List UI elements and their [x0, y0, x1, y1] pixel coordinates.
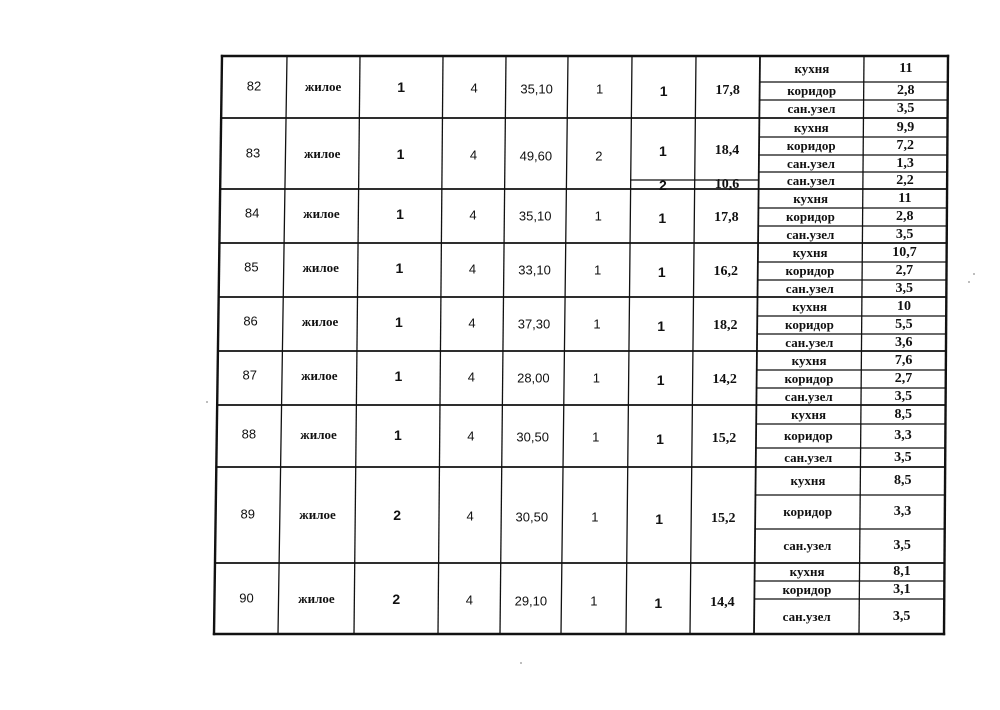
aux-room-name: коридор — [783, 504, 833, 519]
column-line — [500, 56, 506, 634]
room-index: 1 — [658, 210, 667, 226]
rooms-count: 1 — [397, 79, 406, 95]
room-index: 1 — [657, 264, 666, 280]
room-area: 14,2 — [712, 372, 737, 387]
aux-room-name: кухня — [793, 119, 829, 135]
room-index: 1 — [659, 143, 667, 159]
scan-speck — [968, 281, 970, 283]
aux-room-name: сан.узел — [784, 449, 833, 465]
room-area: 10,6 — [714, 176, 740, 192]
column-line — [561, 56, 568, 634]
column-line — [354, 56, 360, 634]
room-index: 1 — [655, 511, 664, 527]
floor-number: 4 — [470, 80, 478, 96]
rooms-count: 1 — [396, 146, 405, 162]
scan-speck — [206, 401, 208, 403]
total-area: 37,30 — [517, 316, 551, 332]
aux-room-area: 3,5 — [894, 388, 913, 404]
premise-type: жилое — [304, 79, 342, 94]
rooms-count: 1 — [395, 260, 404, 276]
aux-room-area: 3,5 — [895, 226, 914, 242]
aux-room-area: 11 — [899, 61, 913, 76]
premise-type: жилое — [301, 314, 339, 329]
total-area: 28,00 — [517, 370, 550, 386]
aux-room-name: коридор — [787, 83, 837, 98]
scan-speck — [520, 662, 522, 664]
living-rooms-count: 1 — [590, 593, 598, 609]
room-index: 1 — [659, 83, 668, 99]
column-line — [754, 56, 760, 634]
aux-room-area: 3,5 — [892, 608, 911, 624]
aux-room-area: 3,5 — [896, 101, 915, 116]
aux-room-area: 3,1 — [893, 582, 911, 597]
room-area: 18,2 — [712, 318, 738, 333]
aux-room-area: 7,6 — [894, 352, 913, 368]
total-area: 29,10 — [514, 593, 548, 609]
aux-room-name: сан.узел — [786, 155, 835, 171]
living-rooms-count: 1 — [593, 316, 601, 332]
column-line — [944, 56, 948, 634]
row-number: 89 — [240, 506, 255, 522]
aux-room-area: 3,3 — [894, 428, 912, 443]
rooms-count: 2 — [392, 591, 401, 607]
aux-room-area: 8,1 — [893, 564, 911, 579]
premise-type: жилое — [303, 146, 341, 161]
aux-room-area: 2,7 — [894, 371, 913, 386]
aux-room-area: 3,5 — [894, 449, 912, 465]
aux-room-name: коридор — [786, 138, 836, 153]
aux-room-area: 11 — [898, 190, 912, 206]
aux-room-name: коридор — [785, 263, 835, 278]
room-index: 1 — [656, 372, 665, 388]
premise-type: жилое — [301, 368, 338, 383]
row-number: 83 — [245, 145, 261, 161]
living-rooms-count: 2 — [595, 148, 603, 164]
room-area: 17,8 — [714, 210, 739, 225]
column-line — [690, 56, 696, 634]
room-area: 18,4 — [714, 143, 740, 158]
rooms-count: 1 — [395, 314, 403, 330]
aux-room-name: сан.узел — [782, 608, 831, 624]
aux-room-area: 10 — [897, 298, 912, 314]
premise-type: жилое — [298, 591, 335, 606]
total-area: 35,10 — [518, 208, 552, 224]
floor-number: 4 — [468, 261, 477, 277]
room-area: 15,2 — [710, 511, 736, 526]
row-number: 82 — [246, 78, 262, 94]
room-area: 15,2 — [711, 431, 737, 446]
premise-type: жилое — [303, 206, 340, 221]
aux-room-area: 9,9 — [896, 119, 915, 135]
aux-room-name: коридор — [784, 371, 834, 386]
floor-number: 4 — [466, 508, 474, 524]
living-rooms-count: 1 — [592, 370, 600, 386]
premise-type: жилое — [302, 260, 339, 275]
column-line — [214, 56, 222, 634]
floor-number: 4 — [468, 315, 476, 331]
row-number: 85 — [244, 259, 259, 275]
premise-type: жилое — [299, 507, 336, 522]
rooms-count: 1 — [396, 206, 404, 222]
aux-room-area: 7,2 — [896, 138, 915, 153]
scan-speck — [973, 273, 975, 275]
aux-room-name: сан.узел — [784, 388, 833, 404]
total-area: 30,50 — [516, 429, 549, 445]
aux-room-name: сан.узел — [786, 226, 835, 242]
living-rooms-count: 1 — [592, 429, 600, 445]
living-rooms-count: 1 — [594, 208, 602, 224]
floor-number: 4 — [469, 207, 477, 223]
aux-room-name: кухня — [792, 298, 828, 314]
aux-room-name: сан.узел — [786, 172, 835, 188]
aux-room-area: 10,7 — [892, 244, 917, 260]
row-number: 90 — [239, 590, 254, 606]
aux-room-area: 8,5 — [894, 406, 912, 422]
aux-room-name: коридор — [785, 317, 834, 332]
aux-room-name: коридор — [786, 209, 835, 224]
aux-room-area: 2,8 — [896, 83, 915, 98]
row-number: 84 — [244, 205, 260, 221]
floor-number: 4 — [467, 369, 476, 385]
total-area: 33,10 — [518, 262, 551, 278]
aux-room-name: кухня — [793, 190, 829, 206]
row-number: 86 — [243, 313, 258, 329]
total-area: 49,60 — [519, 148, 553, 164]
row-number: 87 — [242, 367, 257, 383]
aux-room-name: коридор — [782, 582, 832, 597]
room-area: 16,2 — [713, 264, 739, 279]
rooms-count: 1 — [393, 427, 402, 443]
aux-room-name: кухня — [794, 61, 830, 76]
column-line — [438, 56, 443, 634]
aux-room-name: коридор — [783, 428, 833, 443]
aux-room-name: кухня — [791, 406, 826, 422]
floor-number: 4 — [469, 147, 478, 163]
aux-room-name: кухня — [791, 352, 827, 368]
aux-room-area: 3,5 — [895, 280, 913, 296]
column-line — [626, 56, 632, 634]
aux-room-name: кухня — [789, 564, 825, 579]
aux-room-name: сан.узел — [783, 538, 832, 553]
room-index: 1 — [656, 431, 664, 447]
aux-room-name: сан.узел — [785, 334, 834, 350]
rooms-count: 2 — [393, 507, 402, 523]
aux-room-area: 1,3 — [896, 155, 914, 171]
room-index: 2 — [659, 176, 667, 193]
aux-room-area: 2,7 — [895, 263, 914, 278]
aux-room-area: 3,5 — [893, 538, 911, 553]
room-area: 17,8 — [715, 83, 740, 98]
total-area: 35,10 — [520, 81, 553, 97]
aux-room-name: кухня — [792, 244, 828, 260]
rooms-count: 1 — [394, 368, 403, 384]
living-rooms-count: 1 — [591, 509, 599, 525]
aux-room-area: 5,5 — [895, 317, 913, 332]
living-rooms-count: 1 — [593, 262, 602, 278]
living-rooms-count: 1 — [596, 81, 604, 97]
aux-room-area: 3,6 — [895, 334, 913, 350]
aux-room-area: 2,2 — [896, 172, 914, 188]
column-line — [278, 56, 287, 634]
aux-room-name: сан.узел — [787, 101, 836, 116]
row-number: 88 — [241, 426, 257, 442]
room-index: 1 — [654, 595, 663, 611]
aux-room-area: 2,8 — [895, 209, 914, 224]
room-area: 14,4 — [710, 595, 735, 610]
total-area: 30,50 — [515, 509, 549, 525]
floor-number: 4 — [465, 592, 473, 608]
aux-room-name: сан.узел — [785, 280, 834, 296]
aux-room-area: 8,5 — [893, 473, 912, 488]
premise-type: жилое — [300, 427, 337, 442]
aux-room-name: кухня — [790, 473, 826, 488]
room-index: 1 — [657, 318, 666, 334]
aux-room-area: 3,3 — [893, 504, 912, 519]
floor-number: 4 — [467, 428, 475, 444]
column-line — [859, 56, 864, 634]
